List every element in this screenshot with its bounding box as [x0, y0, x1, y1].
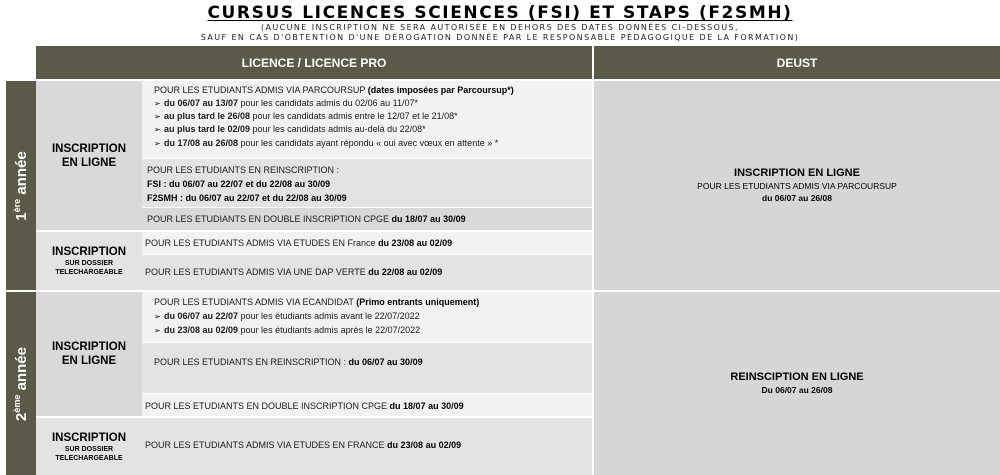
year-1-online-label: INSCRIPTION EN LIGNE	[36, 81, 142, 230]
deust-2-title: REINSCIPTION EN LIGNE	[730, 371, 864, 383]
reinscription-2-text: POUR LES ETUDIANTS EN REINSCRIPTION : du 06/07 au 30/09	[154, 357, 423, 367]
list-item: ➢ du 06/07 au 13/07 pour les candidats admis du 02/06 au 11/07*	[154, 98, 419, 108]
year-1-deust-cell	[594, 81, 1000, 290]
subtitle-line-1: (AUCUNE INSCRIPTION NE SERA AUTORISÉE EN DEHORS DES DATES DONNÉES CI-DESSOUS,	[261, 23, 739, 32]
year-2-reinscription-block	[142, 343, 592, 393]
etudes-france-2-text: POUR LES ETUDIANTS ADMIS VIA ETUDES EN FRANCE du 23/08 au 02/09	[145, 440, 462, 450]
column-header-licence: LICENCE / LICENCE PRO	[36, 46, 592, 79]
year-1-parcoursup-block	[142, 81, 592, 158]
year-2-ecandidat-block	[142, 292, 592, 342]
arrow-bullet-icon: ➢	[154, 312, 161, 321]
list-item: ➢ au plus tard le 02/09 pour les candidats admis au-delà du 22/08*	[154, 124, 426, 134]
year-2-band	[6, 292, 36, 475]
cpge-text: POUR LES ETUDIANTS EN DOUBLE INSCRIPTION CPGE du 18/07 au 30/09	[147, 214, 466, 224]
etudes-france-text: POUR LES ETUDIANTS ADMIS VIA ETUDES EN France du 23/08 au 02/09	[145, 238, 453, 248]
subtitle-line-2: SAUF EN CAS D'OBTENTION D'UNE DÉROGATION DONNÉE PAR LE RESPONSABLE PÉDAGOGIQUE DE LA FORMATION)	[200, 33, 800, 42]
year-1-cpge-block	[142, 208, 592, 230]
list-item: ➢ au plus tard le 26/08 pour les candidats admis entre le 12/07 et le 21/08*	[154, 111, 458, 121]
year-2-online-label: INSCRIPTION EN LIGNE	[36, 292, 142, 416]
deust-2-dates: Du 06/07 au 26/08	[761, 385, 833, 395]
arrow-bullet-icon: ➢	[154, 99, 161, 108]
deust-1-title: INSCRIPTION EN LIGNE	[734, 167, 860, 179]
year-2-cpge-block	[142, 394, 592, 416]
cpge-2-text: POUR LES ETUDIANTS EN DOUBLE INSCRIPTION CPGE du 18/07 au 30/09	[145, 401, 464, 411]
list-item: ➢ du 06/07 au 22/07 pour les étudiants admis avant le 22/07/2022	[154, 311, 420, 321]
reinscription-fsi: FSI : du 06/07 au 22/07 et du 22/08 au 30/09	[147, 179, 331, 189]
list-item: ➢ du 23/08 au 02/09 pour les étudiants admis après le 22/07/2022	[154, 325, 421, 335]
year-2-dossier-label: INSCRIPTION SUR DOSSIER TELECHARGEABLE	[36, 418, 142, 475]
dap-text: POUR LES ETUDIANTS ADMIS VIA UNE DAP VERTE du 22/08 au 02/09	[145, 267, 443, 277]
parcoursup-intro: POUR LES ETUDIANTS ADMIS VIA PARCOURSUP (dates imposées par Parcoursup*)	[154, 85, 514, 95]
year-2-label: 2ème année	[12, 346, 30, 421]
year-2-deust-cell	[594, 292, 1000, 475]
arrow-bullet-icon: ➢	[154, 125, 161, 134]
year-1-etudes-france-block	[142, 232, 592, 254]
year-1-band	[6, 81, 36, 290]
reinscription-intro: POUR LES ETUDIANTS EN REINSCRIPTION :	[147, 165, 340, 175]
year-2-etudes-france-block	[142, 418, 592, 475]
year-1-reinscription-block	[142, 159, 592, 207]
list-item: ➢ du 17/08 au 26/08 pour les candidats ayant répondu « oui avec vœux en attente » *	[154, 138, 499, 148]
ecandidat-intro: POUR LES ETUDIANTS ADMIS VIA ECANDIDAT (Primo entrants uniquement)	[154, 297, 480, 307]
deust-1-dates: du 06/07 au 26/08	[762, 193, 832, 203]
year-1-label: 1ère année	[12, 150, 30, 221]
column-header-deust: DEUST	[594, 46, 1000, 79]
arrow-bullet-icon: ➢	[154, 326, 161, 335]
deust-1-sub: POUR LES ETUDIANTS ADMIS VIA PARCOURSUP	[697, 181, 897, 191]
reinscription-f2smh: F2SMH : du 06/07 au 22/07 et du 22/08 au 30/09	[147, 193, 347, 203]
page-title: CURSUS LICENCES SCIENCES (FSI) ET STAPS (F2SMH)	[207, 3, 793, 23]
year-1-dap-block	[142, 255, 592, 290]
arrow-bullet-icon: ➢	[154, 112, 161, 121]
arrow-bullet-icon: ➢	[154, 139, 161, 148]
year-1-dossier-label: INSCRIPTION SUR DOSSIER TELECHARGEABLE	[36, 232, 142, 290]
